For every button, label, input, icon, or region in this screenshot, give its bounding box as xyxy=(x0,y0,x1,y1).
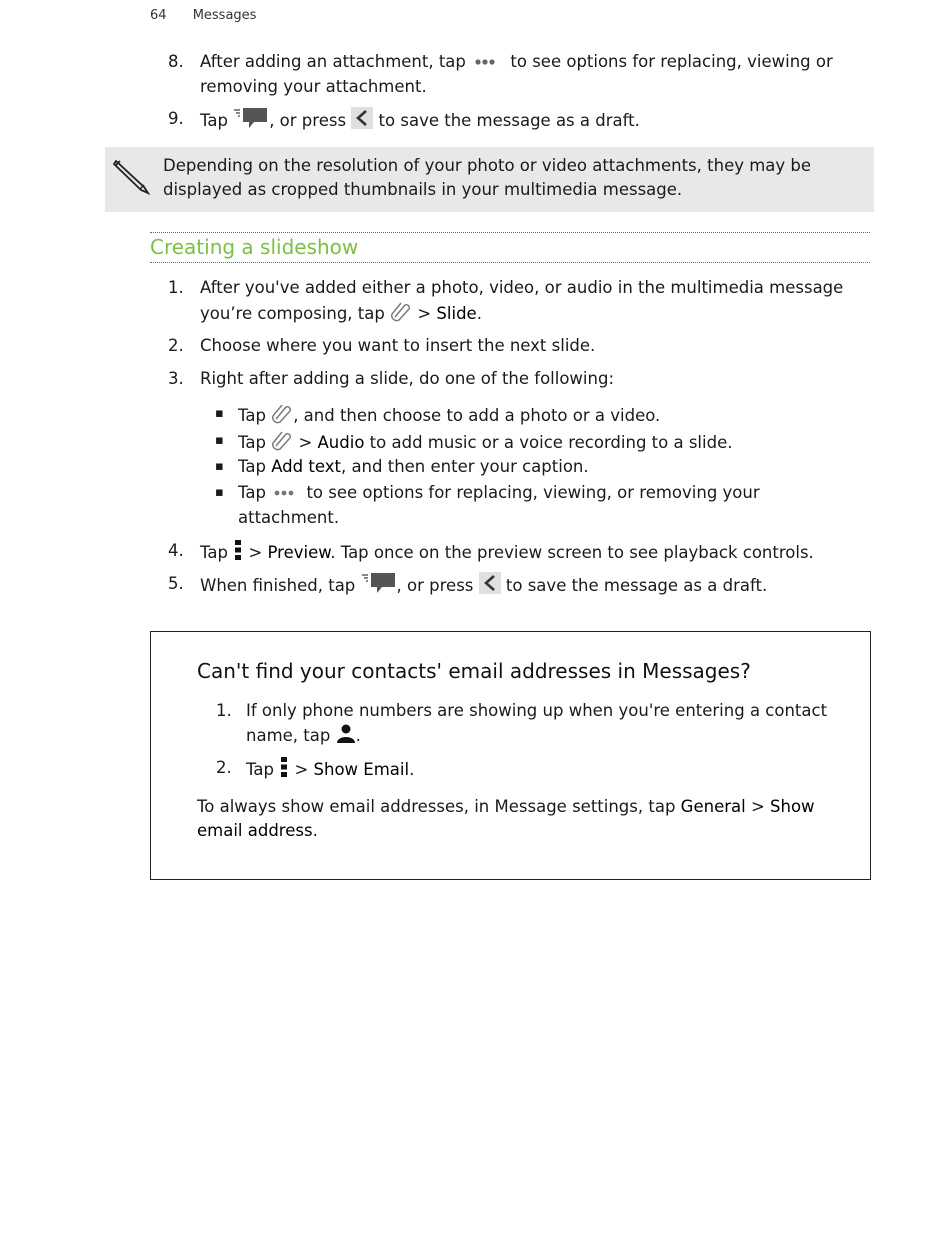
bullet-marker: ▪ xyxy=(215,485,224,500)
note-text: Depending on the resolution of your photo or video attachments, they may be displayed as cropped thumbnails in your multimedia message. xyxy=(163,156,812,199)
bullet-item: Tap to see options for replacing, viewing, or removing your attachment. xyxy=(238,483,760,527)
save-draft-icon xyxy=(233,107,269,136)
chapter-title: Messages xyxy=(192,8,257,23)
step-number: 3. xyxy=(168,369,184,388)
menu-icon xyxy=(233,539,243,568)
more-icon xyxy=(471,51,505,75)
page-number: 64 xyxy=(150,8,167,23)
step-number: 9. xyxy=(168,109,184,128)
bullet-item: Tap > Audio to add music or a voice recording to a slide. xyxy=(238,429,838,458)
step-number: 1. xyxy=(216,701,232,720)
more-icon xyxy=(271,482,301,506)
section-title: Creating a slideshow xyxy=(150,235,359,259)
step-3: Right after adding a slide, do one of the following: xyxy=(200,369,614,388)
step-8: After adding an attachment, tap to see options for replacing, viewing or removing your attachment. xyxy=(200,52,833,96)
paperclip-icon xyxy=(271,429,293,458)
tip-step-1: If only phone numbers are showing up when you're entering a contact name, tap . xyxy=(246,699,846,750)
step-number: 2. xyxy=(168,336,184,355)
step-number: 1. xyxy=(168,278,184,297)
back-icon xyxy=(479,572,501,601)
tip-footer: To always show email addresses, in Message settings, tap General > Show email address. xyxy=(197,797,815,840)
tip-step-2: Tap > Show Email. xyxy=(246,756,846,785)
step-1: After you've added either a photo, video, or audio in the multimedia message you’re composing, tap > Slide. xyxy=(200,276,860,329)
bullet-item: Tap Add text, and then enter your caption. xyxy=(238,457,589,476)
pencil-icon xyxy=(112,157,150,199)
paperclip-icon xyxy=(390,300,412,329)
paperclip-icon xyxy=(271,402,293,431)
bullet-item: Tap , and then choose to add a photo or a video. xyxy=(238,402,838,431)
contact-icon xyxy=(336,723,356,750)
tip-title: Can't find your contacts' email addresses in Messages? xyxy=(197,659,751,683)
step-number: 5. xyxy=(168,574,184,593)
back-icon xyxy=(351,107,373,136)
bullet-marker: ▪ xyxy=(215,459,224,474)
menu-icon xyxy=(279,756,289,785)
step-5: When finished, tap , or press to save the message as a draft. xyxy=(200,572,860,601)
step-number: 2. xyxy=(216,758,232,777)
page-header xyxy=(150,8,256,23)
bullet-marker: ▪ xyxy=(215,433,224,448)
step-number: 8. xyxy=(168,52,184,71)
save-draft-icon xyxy=(361,572,397,601)
bullet-marker: ▪ xyxy=(215,406,224,421)
section-heading xyxy=(150,232,870,263)
step-4: Tap > Preview. Tap once on the preview screen to see playback controls. xyxy=(200,539,860,568)
step-9: Tap , or press to save the message as a draft. xyxy=(200,107,860,136)
step-2: Choose where you want to insert the next slide. xyxy=(200,336,596,355)
step-number: 4. xyxy=(168,541,184,560)
